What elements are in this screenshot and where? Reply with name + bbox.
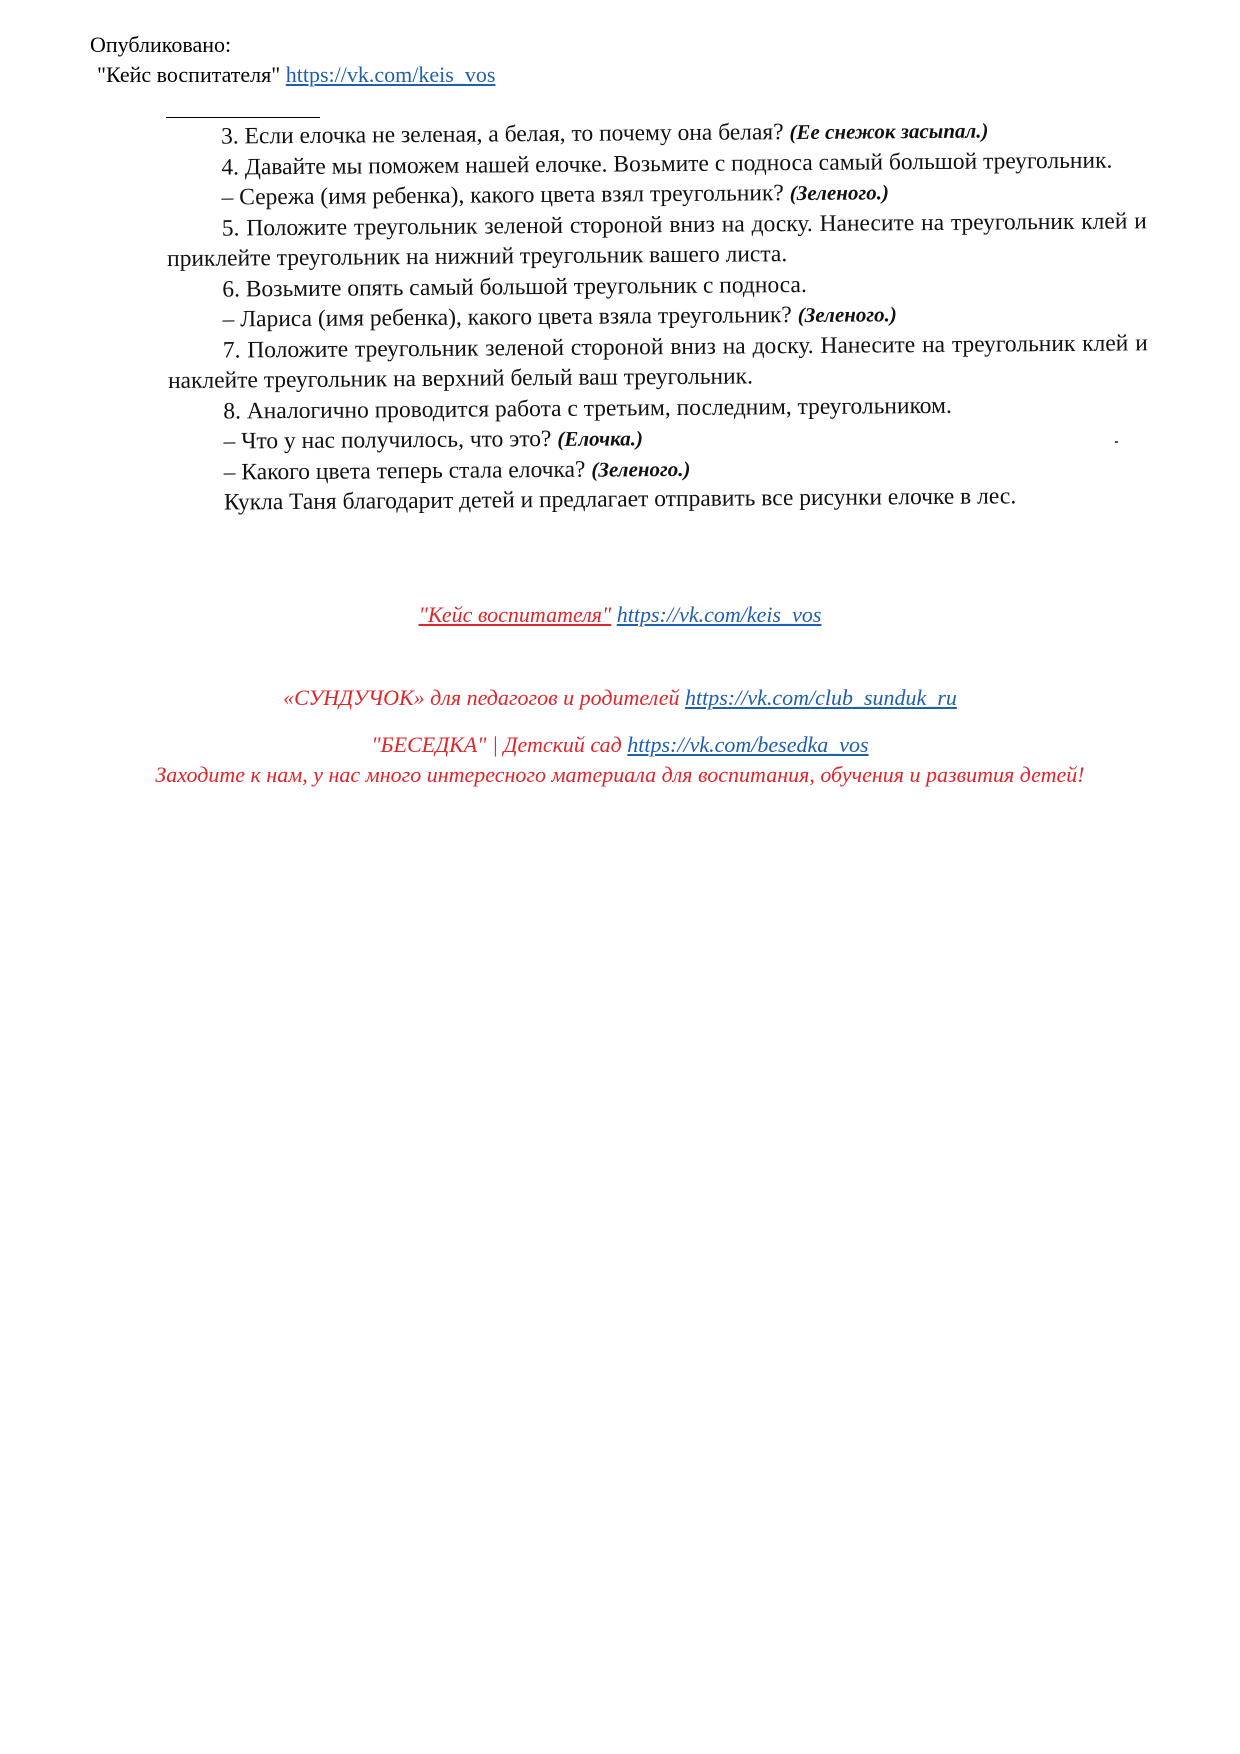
footer-invite: Заходите к нам, у нас много интересного материала для воспитания, обучения и развития детей! bbox=[155, 762, 1085, 787]
answer-color: (Зеленого.) bbox=[591, 456, 691, 482]
paragraph-5: 5. Положите треугольник зеленой стороной вниз на доску. Нанесите на треугольник клей и приклейте треугольник на нижний треугольник вашего листа. bbox=[166, 207, 1147, 272]
answer-3: (Ее снежок засыпал.) bbox=[789, 118, 989, 145]
question-result: – Что у нас получилось, что это? (Елочка.) bbox=[223, 425, 643, 455]
paragraph-6: 6. Возьмите опять самый большой треугольник с подноса. bbox=[222, 271, 807, 303]
footer-besedka-name: "БЕСЕДКА" | Детский сад bbox=[371, 732, 622, 757]
footnote-divider bbox=[166, 117, 320, 118]
footer-keis-link[interactable]: https://vk.com/keis_vos bbox=[616, 602, 822, 627]
answer-seryozha: (Зеленого.) bbox=[789, 180, 889, 206]
footer-sunduk-link[interactable]: https://vk.com/club_sunduk_ru bbox=[684, 685, 957, 710]
closing-line: Кукла Таня благодарит детей и предлагает отправить все рисунки елочке в лес. bbox=[223, 483, 1017, 516]
paragraph-3: 3. Если елочка не зеленая, а белая, то почему она белая? (Ее снежок засыпал.) bbox=[221, 118, 989, 150]
scanned-text-block bbox=[166, 114, 1149, 518]
paragraph-8: 8. Аналогично проводится работа с третьим, последним, треугольником. bbox=[223, 392, 952, 425]
question-seryozha: – Сережа (имя ребенка), какого цвета взял треугольник? (Зеленого.) bbox=[221, 180, 889, 211]
footer-keis-name: "Кейс воспитателя" bbox=[418, 602, 612, 627]
footer-besedka bbox=[0, 731, 1240, 759]
publication-header bbox=[90, 30, 495, 90]
paragraph-7: 7. Положите треугольник зеленой стороной вниз на доску. Нанесите на треугольник клей и наклейте треугольник на верхний белый ваш треугольник. bbox=[167, 329, 1148, 394]
answer-result: (Елочка.) bbox=[557, 426, 643, 451]
question-color: – Какого цвета теперь стала елочка? (Зеленого.) bbox=[223, 456, 691, 486]
source-name: "Кейс воспитателя" bbox=[97, 62, 281, 87]
question-larisa: – Лариса (имя ребенка), какого цвета взяла треугольник? (Зеленого.) bbox=[222, 302, 897, 333]
published-label: Опубликовано: bbox=[90, 32, 232, 57]
footer-besedka-link[interactable]: https://vk.com/besedka_vos bbox=[627, 732, 869, 757]
footer-keis bbox=[0, 601, 1240, 629]
source-link[interactable]: https://vk.com/keis_vos bbox=[285, 62, 496, 87]
footer-sunduk-name: «СУНДУЧОК» для педагогов и родителей bbox=[283, 685, 680, 710]
footer-sunduk bbox=[0, 684, 1240, 712]
answer-larisa: (Зеленого.) bbox=[797, 302, 897, 328]
source-line bbox=[90, 60, 495, 90]
paragraph-4: 4. Давайте мы поможем нашей елочке. Возьмите с подноса самый большой треугольник. bbox=[221, 147, 1113, 181]
